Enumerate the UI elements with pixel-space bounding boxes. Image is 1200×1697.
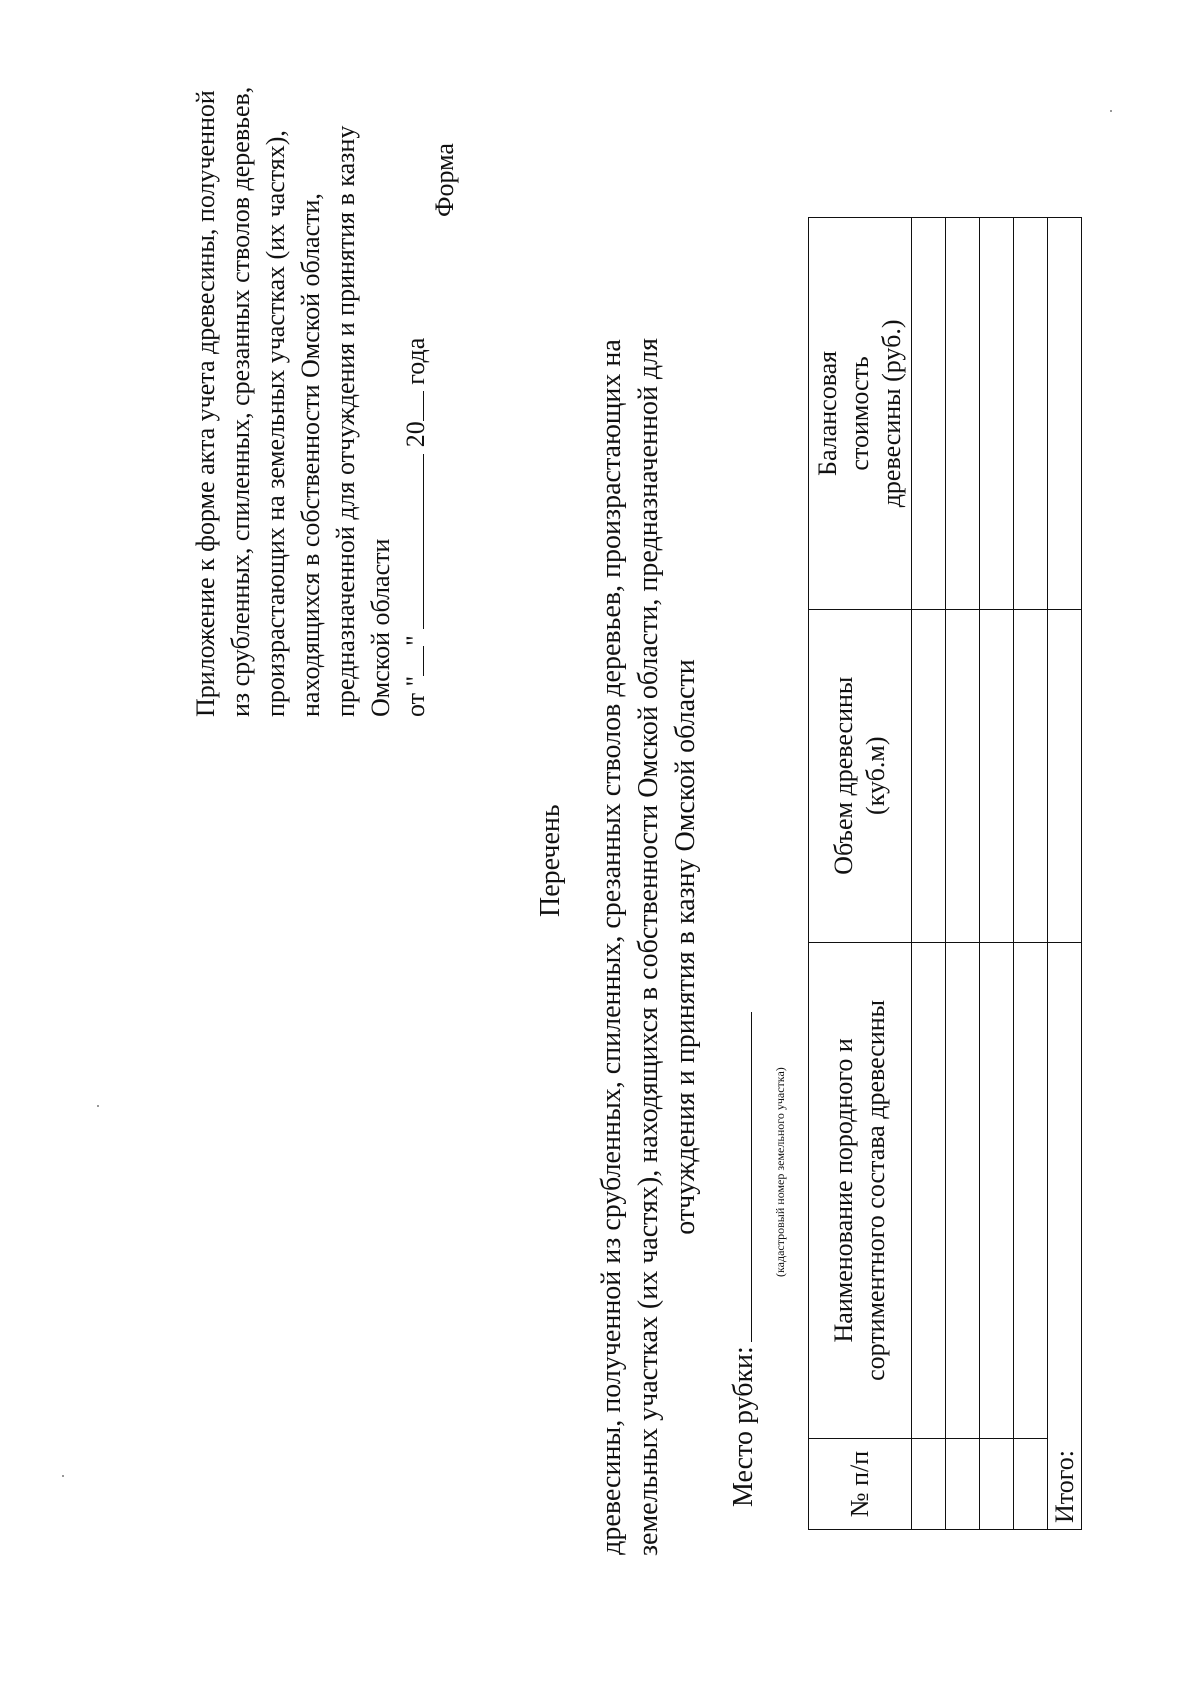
table-cell[interactable] [912, 609, 946, 942]
table-cell[interactable] [946, 609, 980, 942]
header-name: Наименование породного и сортиментного состава древесины [809, 942, 912, 1438]
table-header-row [809, 218, 912, 1530]
date-prefix: от " [401, 675, 430, 717]
place-blank [727, 1012, 752, 1342]
table-cell[interactable] [980, 1439, 1014, 1530]
table-cell[interactable] [946, 1439, 980, 1530]
table-cell[interactable] [946, 218, 980, 610]
appendix-line: Приложение к форме акта учета древесины, полученной [191, 90, 220, 717]
table-cell[interactable] [912, 218, 946, 610]
table-row [1014, 218, 1048, 1530]
appendix-line: Омской области [366, 538, 395, 717]
appendix-block [188, 27, 433, 717]
month-blank [401, 454, 424, 629]
table-row [980, 218, 1014, 1530]
appendix-line: из срубленных, спиленных, срезанных стволов деревьев, [226, 86, 255, 717]
total-label: Итого: [1048, 942, 1082, 1529]
scan-speck [1110, 110, 1112, 112]
appendix-line: предназначенной для отчуждения и принятия в казну [331, 125, 360, 717]
table-cell[interactable] [912, 942, 946, 1438]
appendix-line: произрастающих на земельных участках (их частях), [261, 130, 290, 717]
table-row [946, 218, 980, 1530]
place-caption: (кадастровый номер земельного участка) [773, 1067, 787, 1277]
header-cost: Балансовая стоимость древесины (руб.) [809, 218, 912, 610]
table-cell[interactable] [980, 218, 1014, 610]
document-subtitle: древесины, полученной из срубленных, спиленных, срезанных стволов деревьев, произрастающих на земельных участках (их частях), находящихся в собственности Омской области, предназначенной для отчуждения и принятия в казну Омской области [596, 337, 701, 1557]
table-cell[interactable] [946, 942, 980, 1438]
table-cell[interactable] [1014, 942, 1048, 1438]
table-cell[interactable] [1014, 1439, 1048, 1530]
date-suffix: года [401, 337, 430, 385]
form-label: Форма [430, 143, 459, 217]
year-blank [401, 391, 424, 421]
timber-table [808, 217, 1082, 1530]
year-prefix: 20 [401, 421, 430, 448]
table-cell[interactable] [912, 1439, 946, 1530]
table-cell[interactable] [980, 609, 1014, 942]
total-volume-cell[interactable] [1048, 609, 1082, 942]
appendix-line: находящихся в собственности Омской области, [296, 193, 325, 717]
place-label: Место рубки: [728, 1346, 759, 1507]
place-of-felling [727, 1012, 760, 1507]
appendix-date-line [398, 27, 433, 717]
table-cell[interactable] [1014, 609, 1048, 942]
table-cell[interactable] [1014, 218, 1048, 610]
header-volume: Объем древесины (куб.м) [809, 609, 912, 942]
header-number: № п/п [809, 1439, 912, 1530]
scan-speck [97, 1105, 99, 1107]
table-row [912, 218, 946, 1530]
table-cell[interactable] [980, 942, 1014, 1438]
total-cost-cell[interactable] [1048, 218, 1082, 610]
document-title: Перечень [535, 804, 566, 917]
scan-speck [62, 1475, 64, 1477]
table-total-row [1048, 218, 1082, 1530]
date-quote: " [401, 635, 430, 646]
day-blank [401, 646, 424, 676]
